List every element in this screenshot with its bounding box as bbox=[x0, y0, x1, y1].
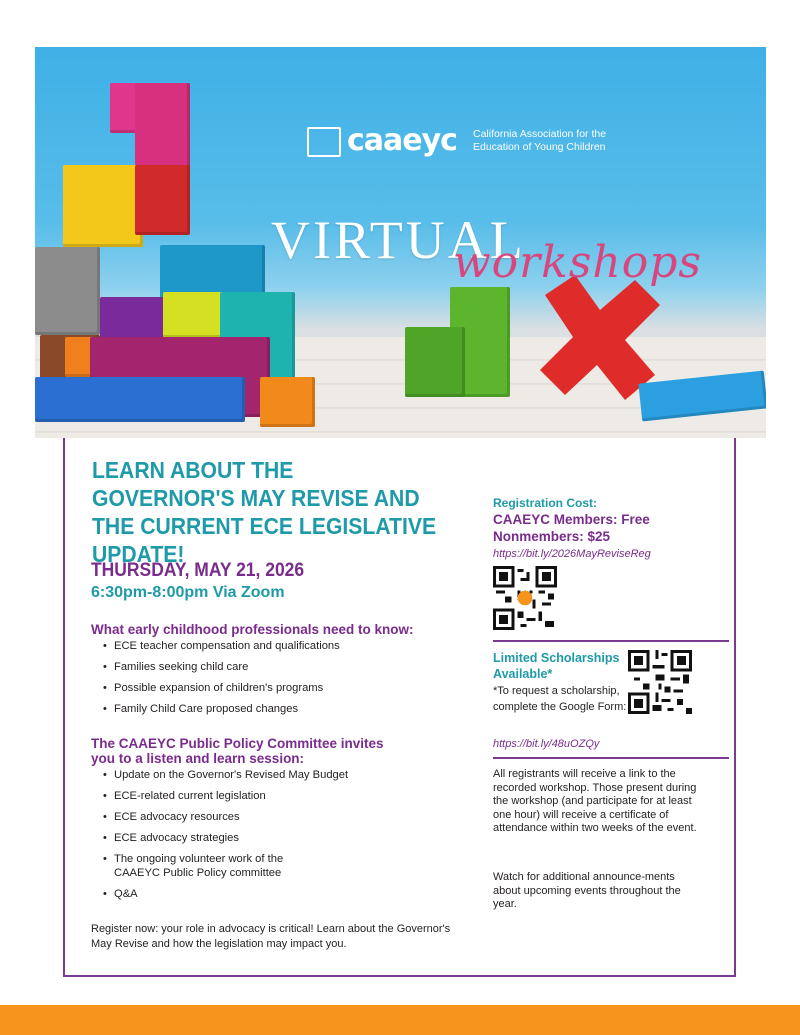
right-divider-top bbox=[493, 640, 729, 642]
hero-banner bbox=[35, 47, 766, 438]
registration-qr-code[interactable] bbox=[493, 566, 557, 630]
title-virtual: VIRTUAL bbox=[271, 210, 526, 270]
red-block bbox=[135, 165, 190, 235]
committee-title: The CAAEYC Public Policy Committee invites you to a listen and learn session: bbox=[91, 736, 384, 766]
yellow-block bbox=[63, 165, 143, 247]
logo-mark-icon bbox=[307, 127, 341, 157]
scholarship-title: Limited Scholarships Available* bbox=[493, 651, 620, 681]
right-divider-bottom bbox=[493, 757, 729, 759]
registration-label: Registration Cost: bbox=[493, 496, 598, 510]
grey-block bbox=[35, 247, 100, 335]
member-price: CAAEYC Members: Free bbox=[493, 512, 650, 527]
list-item: • ECE-related current legislation bbox=[91, 789, 461, 803]
recording-note: All registrants will receive a link to the recorded workshop. Those present during the workshop (and participate for at least one hour) will receive a certificate of attendance within two weeks of the event. bbox=[493, 768, 697, 834]
logo-org-name: California Association for the Education of Young Children bbox=[473, 128, 607, 153]
scholarship-text: *To request a scholarship, complete the Google Form: bbox=[493, 685, 627, 713]
blue-block-bottom bbox=[35, 377, 245, 422]
registration-link[interactable]: https://bit.ly/2026MayReviseReg bbox=[493, 548, 651, 560]
list-item: • Update on the Governor's Revised May Budget bbox=[91, 768, 461, 782]
list-item: • Possible expansion of children's programs bbox=[91, 681, 461, 695]
title-workshops: workshops bbox=[453, 237, 703, 288]
orange-block-right bbox=[260, 377, 315, 427]
committee-list bbox=[91, 768, 461, 901]
event-date: THURSDAY, MAY 21, 2026 bbox=[91, 560, 305, 581]
nonmember-price: Nonmembers: $25 bbox=[493, 529, 611, 544]
register-paragraph: Register now: your role in advocacy is critical! Learn about the Governor's May Revise and how the legislation may impact you. bbox=[91, 923, 451, 950]
scholarship-qr-code[interactable] bbox=[628, 650, 692, 714]
list-item: • Families seeking child care bbox=[91, 660, 461, 674]
list-item: • Family Child Care proposed changes bbox=[91, 702, 461, 716]
list-item: • Q&A bbox=[91, 887, 461, 901]
list-item: • ECE advocacy resources bbox=[91, 810, 461, 824]
logo-wordmark: caaeyc bbox=[347, 123, 457, 158]
need-to-know-title: What early childhood professionals need to know: bbox=[91, 622, 414, 637]
headline: LEARN ABOUT THE GOVERNOR'S MAY REVISE AND THE CURRENT ECE LEGISLATIVE UPDATE! bbox=[92, 457, 437, 567]
event-time: 6:30pm-8:00pm Via Zoom bbox=[91, 584, 285, 601]
caaeyc-logo bbox=[307, 123, 647, 159]
list-item: • The ongoing volunteer work of the CAAEYC Public Policy committee bbox=[91, 852, 304, 880]
announcements-note: Watch for additional announce-ments about upcoming events throughout the year. bbox=[493, 871, 681, 910]
green-stair-block-low bbox=[405, 327, 465, 397]
footer-bar bbox=[0, 1005, 800, 1035]
need-to-know-list bbox=[91, 639, 461, 716]
list-item: • ECE teacher compensation and qualifications bbox=[91, 639, 461, 653]
scholarship-link[interactable]: https://bit.ly/48uOZQy bbox=[493, 738, 600, 750]
list-item: • ECE advocacy strategies bbox=[91, 831, 461, 845]
